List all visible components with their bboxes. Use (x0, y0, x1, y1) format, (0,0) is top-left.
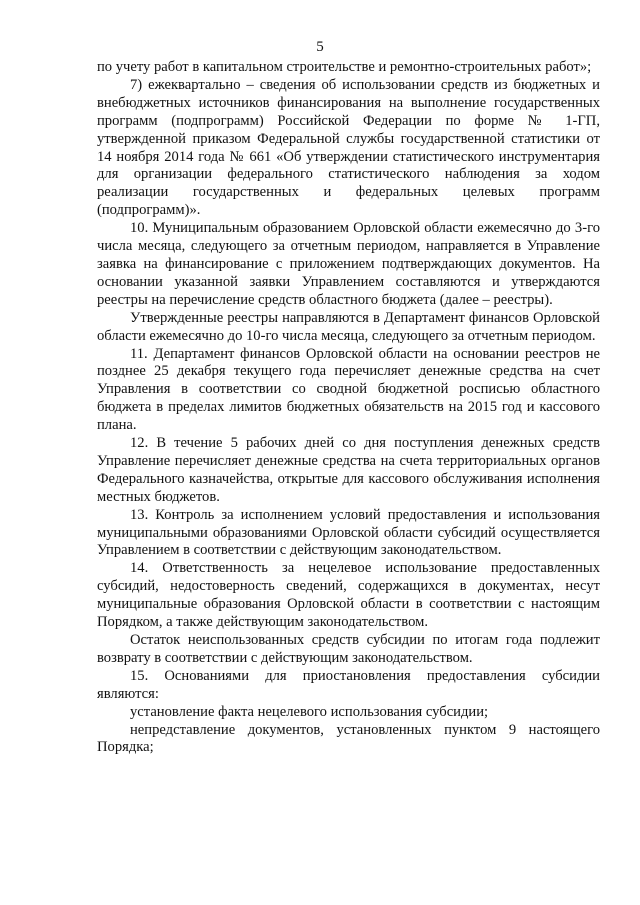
paragraph-14: 14. Ответственность за нецелевое использование предоставленных субсидий, недостоверность сведений, содержащихся в документах, несут муниципальные образования Орловской области в соответствии с настоящим Порядком, а также действующим законодательством. (97, 560, 600, 631)
paragraph-13: 13. Контроль за исполнением условий предоставления и использования муниципальными образованиями Орловской области субсидий осуществляется Управлением в соответствии с действующим законодательством. (97, 506, 600, 559)
paragraph-registers-approved: Утвержденные реестры направляются в Департамент финансов Орловской области ежемесячно до 10-го числа месяца, следующего за отчетным периодом. (97, 309, 600, 344)
paragraph-10: 10. Муниципальным образованием Орловской области ежемесячно до 3-го числа месяца, следующего за отчетным периодом, направляется в Управление заявка на финансирование с приложением подтверждающих документов. На основании указанной заявки Управлением составляются и утверждаются реестры на перечисление средств областного бюджета (далее – реестры). (97, 220, 600, 308)
paragraph-unused-funds: Остаток неиспользованных средств субсидии по итогам года подлежит возврату в соответствии с действующим законодательством. (97, 632, 600, 666)
paragraph-continuation: по учету работ в капитальном строительстве и ремонтно-строительных работ»; (97, 59, 592, 75)
document-body (97, 59, 600, 757)
paragraph-ground-documents: непредставление документов, установленных пунктом 9 настоящего Порядка; (97, 721, 600, 756)
paragraph-12: 12. В течение 5 рабочих дней со дня поступления денежных средств Управление перечисляет денежные средства на счета территориальных органов Федерального казначейства, открытые для кассового обслуживания исполнения местных бюджетов. (97, 435, 600, 505)
paragraph-11: 11. Департамент финансов Орловской области на основании реестров не позднее 25 декабря текущего года перечисляет денежные средства на счет Управления в соответствии со сводной бюджетной росписью областного бюджета в пределах лимитов бюджетных обязательств на 2015 год и кассового плана. (97, 345, 600, 434)
paragraph-15: 15. Основаниями для приостановления предоставления субсидии являются: (97, 667, 600, 702)
page-number: 5 (316, 39, 324, 55)
paragraph-ground-misuse: установление факта нецелевого использования субсидии; (130, 703, 489, 720)
paragraph-item-7: 7) ежеквартально – сведения об использовании средств из бюджетных и внебюджетных источников финансирования на выполнение государственных программ (подпрограмм) Российской Федерации по форме № 1-ГП, утвержденной приказом Федеральной службы государственной статистики от 14 ноября 2014 года № 661 «Об утверждении статистического инструментария для организации федерального статистического наблюдения за ходом реализации государственных и федеральных целевых программ (подпрограмм)». (97, 76, 600, 219)
